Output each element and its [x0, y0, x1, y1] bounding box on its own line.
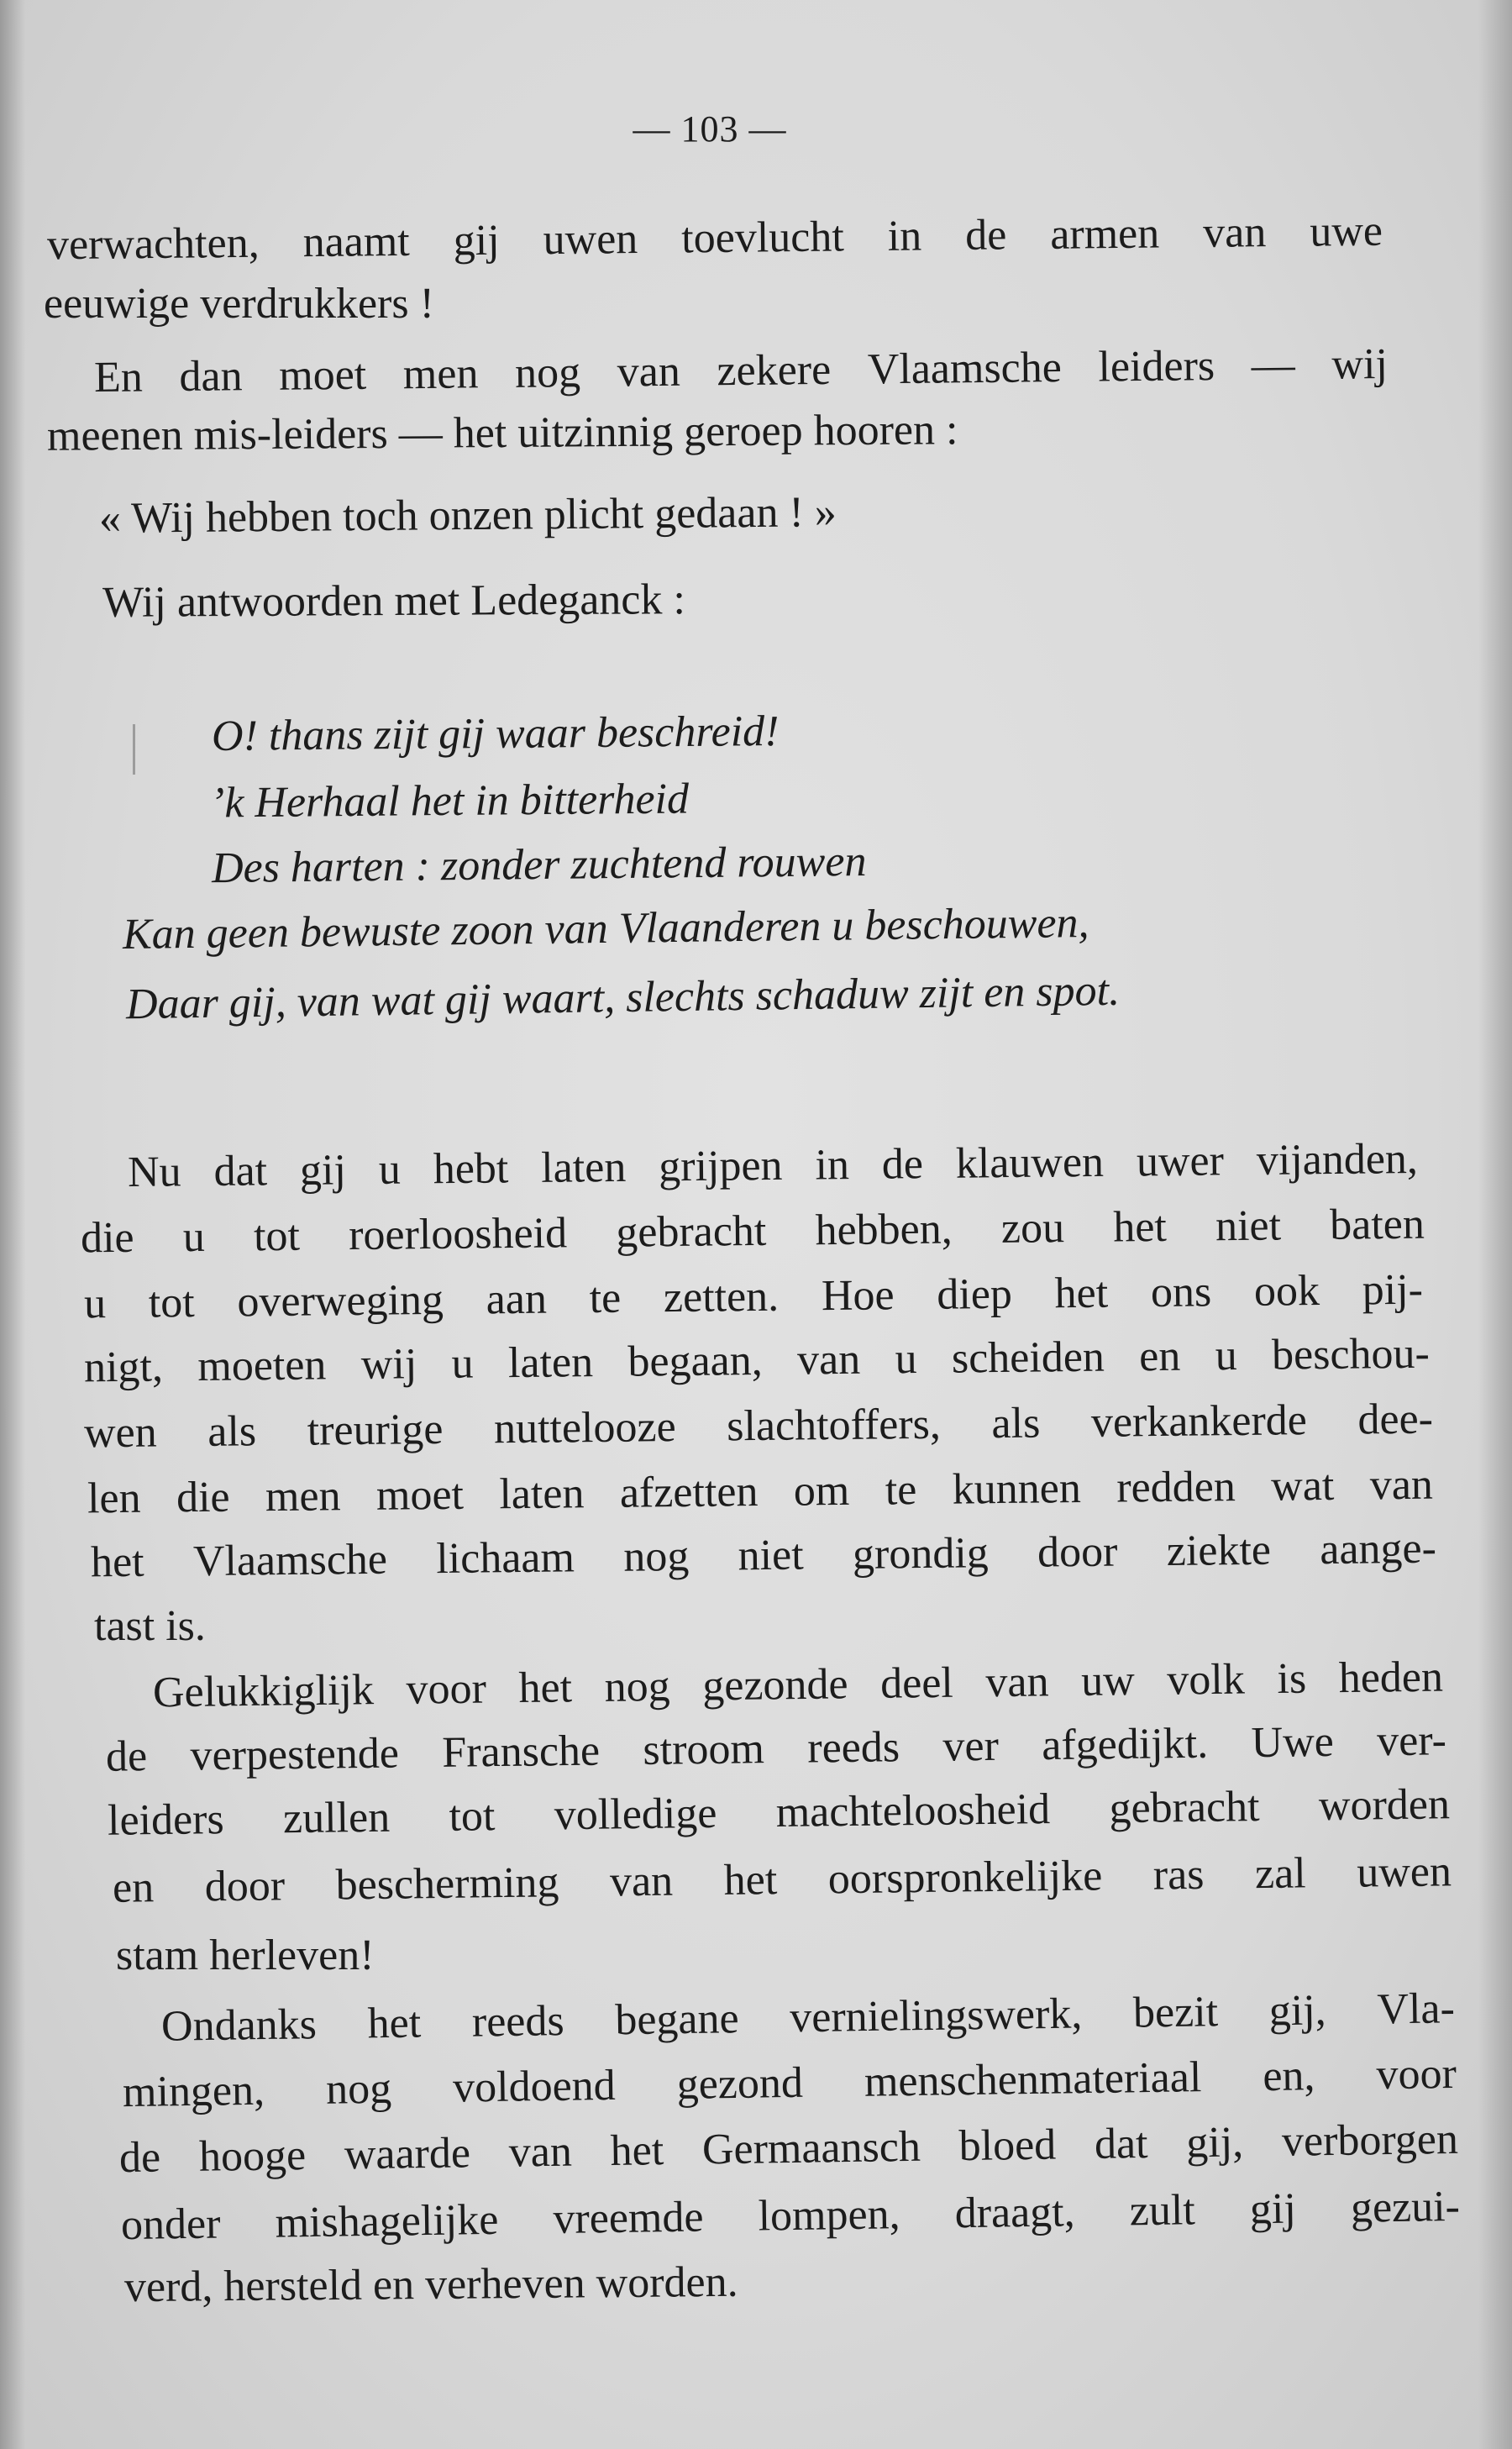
text-line: u tot overweging aan te zetten. Hoe diep het ons ook pij- [83, 1265, 1424, 1328]
text-line: verwachten, naamt gij uwen toevlucht in de armen van uwe [46, 207, 1383, 270]
verse-line: ’k Herhaal het in bitterheid [209, 775, 690, 828]
text-line: die u tot roerloosheid gebracht hebben, zou het niet baten [80, 1200, 1425, 1263]
text-line: het Vlaamsche lichaam nog niet grondig door ziekte aange- [90, 1524, 1437, 1587]
text-line: tast is. [94, 1602, 206, 1650]
text-line: len die men moet laten afzetten om te kunnen redden wat van [87, 1460, 1434, 1523]
text-line: nigt, moeten wij u laten begaan, van u scheiden en u beschou- [83, 1329, 1431, 1392]
verse-line: Daar gij, van wat gij waart, slechts schaduw zijt en spot. [125, 966, 1121, 1029]
text-line: de hooge waarde van het Germaansch bloed dat gij, verborgen [118, 2115, 1459, 2183]
text-line: meenen mis-leiders — het uitzinnig geroep hooren : [46, 406, 958, 460]
text-line: en door bescherming van het oorspronkelijke ras zal uwen [112, 1847, 1452, 1912]
verse-line: Des harten : zonder zuchtend rouwen [211, 837, 867, 893]
text-line: Ondanks het reeds begane vernielingswerk, bezit gij, Vla- [160, 1984, 1456, 2051]
text-line: onder mishagelijke vreemde lompen, draagt, zult gij gezui- [120, 2182, 1461, 2250]
text-line: eeuwige verdrukkers ! [44, 280, 434, 328]
text-line: verd, hersteld en verheven worden. [123, 2257, 738, 2312]
text-line: Nu dat gij u hebt laten grijpen in de klauwen uwer vijanden, [127, 1134, 1419, 1197]
margin-mark [133, 724, 135, 775]
text-line: wen als treurige nuttelooze slachtoffers, als verkankerde dee- [83, 1395, 1434, 1458]
verse-line: O! thans zijt gij waar beschreid! [211, 707, 780, 760]
text-line: de verpestende Fransche stroom reeds ver afgedijkt. Uwe ver- [105, 1716, 1447, 1781]
page-number: — 103 — [633, 108, 787, 150]
text-line: En dan moet men nog van zekere Vlaamsche leiders — wij [93, 339, 1389, 402]
text-line: stam herleven! [116, 1931, 375, 1979]
text-line: Gelukkiglijk voor het nog gezonde deel van uw volk is heden [152, 1653, 1444, 1717]
text-line: Wij antwoorden met Ledeganck : [102, 575, 686, 627]
quote-line: « Wij hebben toch onzen plicht gedaan ! » [98, 488, 837, 543]
text-line: mingen, nog voldoend gezond menschenmateriaal en, voor [122, 2049, 1457, 2117]
verse-line: Kan geen bewuste zoon van Vlaanderen u beschouwen, [122, 898, 1089, 959]
text-line: leiders zullen tot volledige machteloosheid gebracht worden [107, 1780, 1451, 1845]
